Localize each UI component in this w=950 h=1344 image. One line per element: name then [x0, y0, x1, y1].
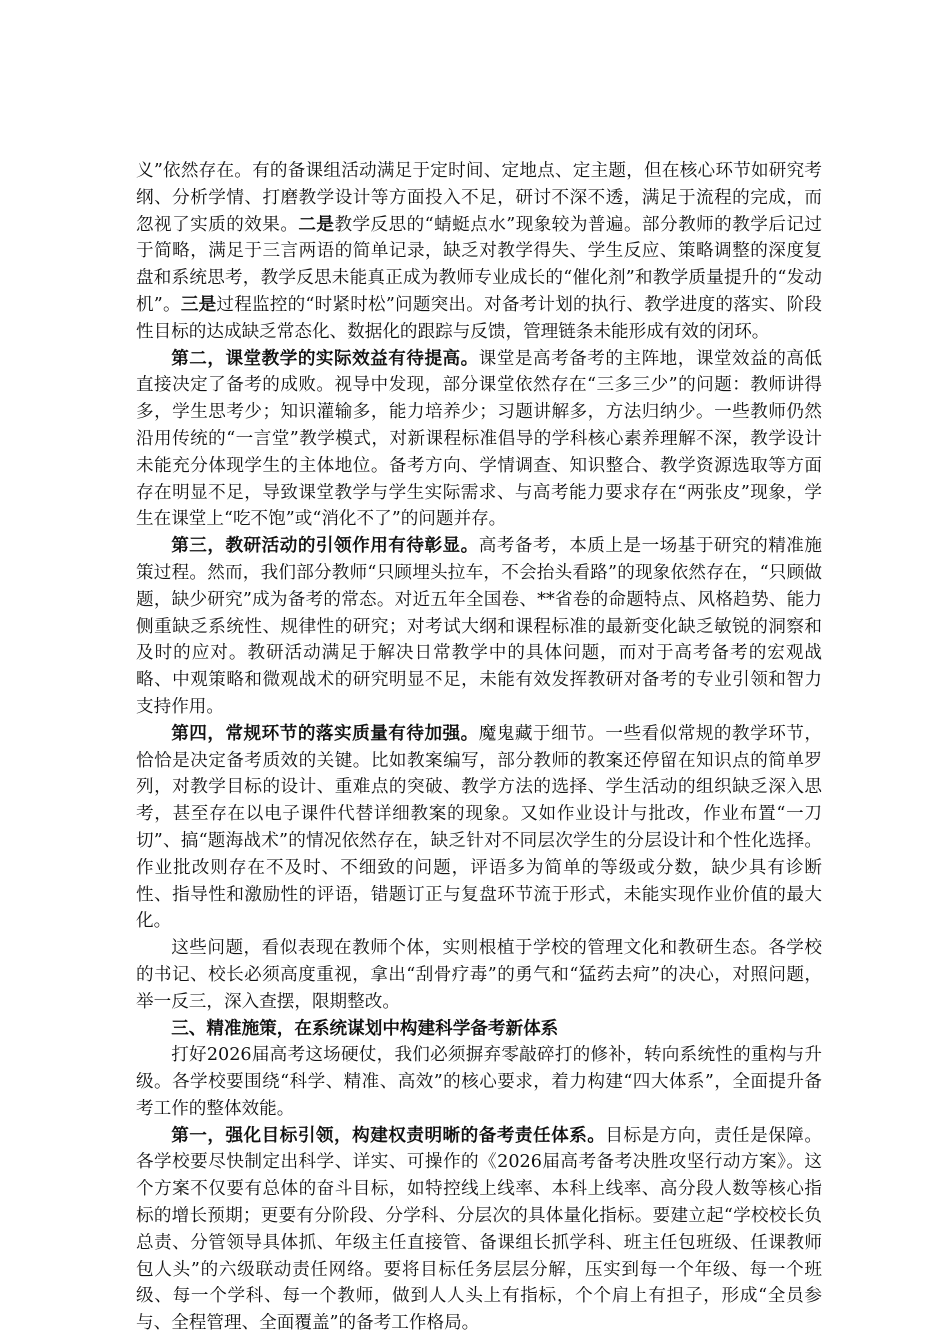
- paragraph-summary: [136, 935, 822, 1015]
- paragraph-text: 打好2026届高考这场硬仗，我们必须摒弃零敲碎打的修补，转向系统性的重构与升级。各学校要围绕“科学、精准、高效”的核心要求，着力构建“四大体系”，全面提升备考工作的整体效能。: [136, 1045, 822, 1119]
- paragraph-first-measure: [136, 1123, 822, 1337]
- paragraph-text: 目标是方向，责任是保障。各学校要尽快制定出科学、详实、可操作的《2026届高考备考决胜攻坚行动方案》。这个方案不仅要有总体的奋斗目标，如特控线上线率、本科上线率、高分段人数等核心指标的增长预期；更要有分阶段、分学科、分层次的具体量化指标。要建立起“学校校长负总责、分管领导具体抓、年级主任直接管、备课组长抓学科、班主任包班级、任课教师包人头”的六级联动责任网络。要将目标任务层层分解，压实到每一个年级、每一个班级、每一个学科、每一个教师，做到人人头上有指标，个个肩上有担子，形成“全员参与、全程管理、全面覆盖”的备考工作格局。: [136, 1125, 822, 1334]
- paragraph-third-point: [136, 533, 822, 721]
- section-heading-three: [136, 1016, 822, 1043]
- paragraph-fourth-point: [136, 721, 822, 935]
- paragraph-text: 义”依然存在。有的备课组活动满足于定时间、定地点、定主题，但在核心环节如研究考纲、分析学情、打磨教学设计等方面投入不足，研讨不深不透，满足于流程的完成，而忽视了实质的效果。: [136, 161, 822, 235]
- paragraph-text: 这些问题，看似表现在教师个体，实则根植于学校的管理文化和教研生态。各学校的书记、校长必须高度重视，拿出“刮骨疗毒”的勇气和“猛药去疴”的决心，对照问题，举一反三，深入查摆，限期整改。: [136, 938, 822, 1012]
- paragraph-text: 过程监控的“时紧时松”问题突出。对备考计划的执行、教学进度的落实、阶段性目标的达成缺乏常态化、数据化的跟踪与反馈，管理链条未能形成有效的闭环。: [136, 294, 822, 342]
- paragraph-section-intro: [136, 1042, 822, 1122]
- document-body: [136, 158, 822, 1337]
- paragraph-text: 高考备考，本质上是一场基于研究的精准施策过程。然而，我们部分教师“只顾埋头拉车，不会抬头看路”的现象依然存在，“只顾做题，缺少研究”成为备考的常态。对近五年全国卷、**省卷的命题特点、风格趋势、能力侧重缺乏系统性、规律性的研究；对考试大纲和课程标准的最新变化缺乏敏锐的洞察和及时的应对。教研活动满足于解决日常教学中的具体问题，而对于高考备考的宏观战略、中观策略和微观战术的研究明显不足，未能有效发挥教研对备考的专业引领和智力支持作用。: [136, 536, 822, 717]
- paragraph-management-problems: [136, 158, 822, 346]
- point-heading: 第三，教研活动的引领作用有待彰显。: [171, 535, 479, 557]
- paragraph-text: 教学反思的“蜻蜓点水”现象较为普遍。部分教师的教学后记过于简略，满足于三言两语的简单记录，缺乏对教学得失、学生反应、策略调整的深度复盘和系统思考，教学反思未能真正成为教师专业成长的“催化剂”和教学质量提升的“发动机”。: [136, 214, 822, 315]
- section-heading-text: 三、精准施策，在系统谋划中构建科学备考新体系: [171, 1017, 559, 1039]
- point-heading: 第四，常规环节的落实质量有待加强。: [171, 722, 479, 744]
- point-heading: 第一，强化目标引领，构建权责明晰的备考责任体系。: [171, 1124, 606, 1146]
- paragraph-text: 魔鬼藏于细节。一些看似常规的教学环节，恰恰是决定备考质效的关键。比如教案编写，部分教师的教案还停留在知识点的简单罗列，对教学目标的设计、重难点的突破、教学方法的选择、学生活动的组织缺乏深入思考，甚至存在以电子课件代替详细教案的现象。又如作业设计与批改，作业布置“一刀切”、搞“题海战术”的情况依然存在，缺乏针对不同层次学生的分层设计和个性化选择。作业批改则存在不及时、不细致的问题，评语多为简单的等级或分数，缺少具有诊断性、指导性和激励性的评语，错题订正与复盘环节流于形式，未能实现作业价值的最大化。: [136, 723, 822, 932]
- bold-marker-three: 三是: [180, 293, 217, 315]
- paragraph-text: 课堂是高考备考的主阵地，课堂效益的高低直接决定了备考的成败。视导中发现，部分课堂依然存在“三多三少”的问题：教师讲得多，学生思考少；知识灌输多，能力培养少；习题讲解多，方法归纳少。一些教师仍然沿用传统的“一言堂”教学模式，对新课程标准倡导的学科核心素养理解不深，教学设计未能充分体现学生的主体地位。备考方向、学情调查、知识整合、教学资源选取等方面存在明显不足，导致课堂教学与学生实际需求、与高考能力要求存在“两张皮”现象，学生在课堂上“吃不饱”或“消化不了”的问题并存。: [136, 348, 822, 530]
- bold-marker-two: 二是: [298, 213, 335, 235]
- paragraph-second-point: [136, 346, 822, 534]
- point-heading: 第二，课堂教学的实际效益有待提高。: [171, 347, 479, 369]
